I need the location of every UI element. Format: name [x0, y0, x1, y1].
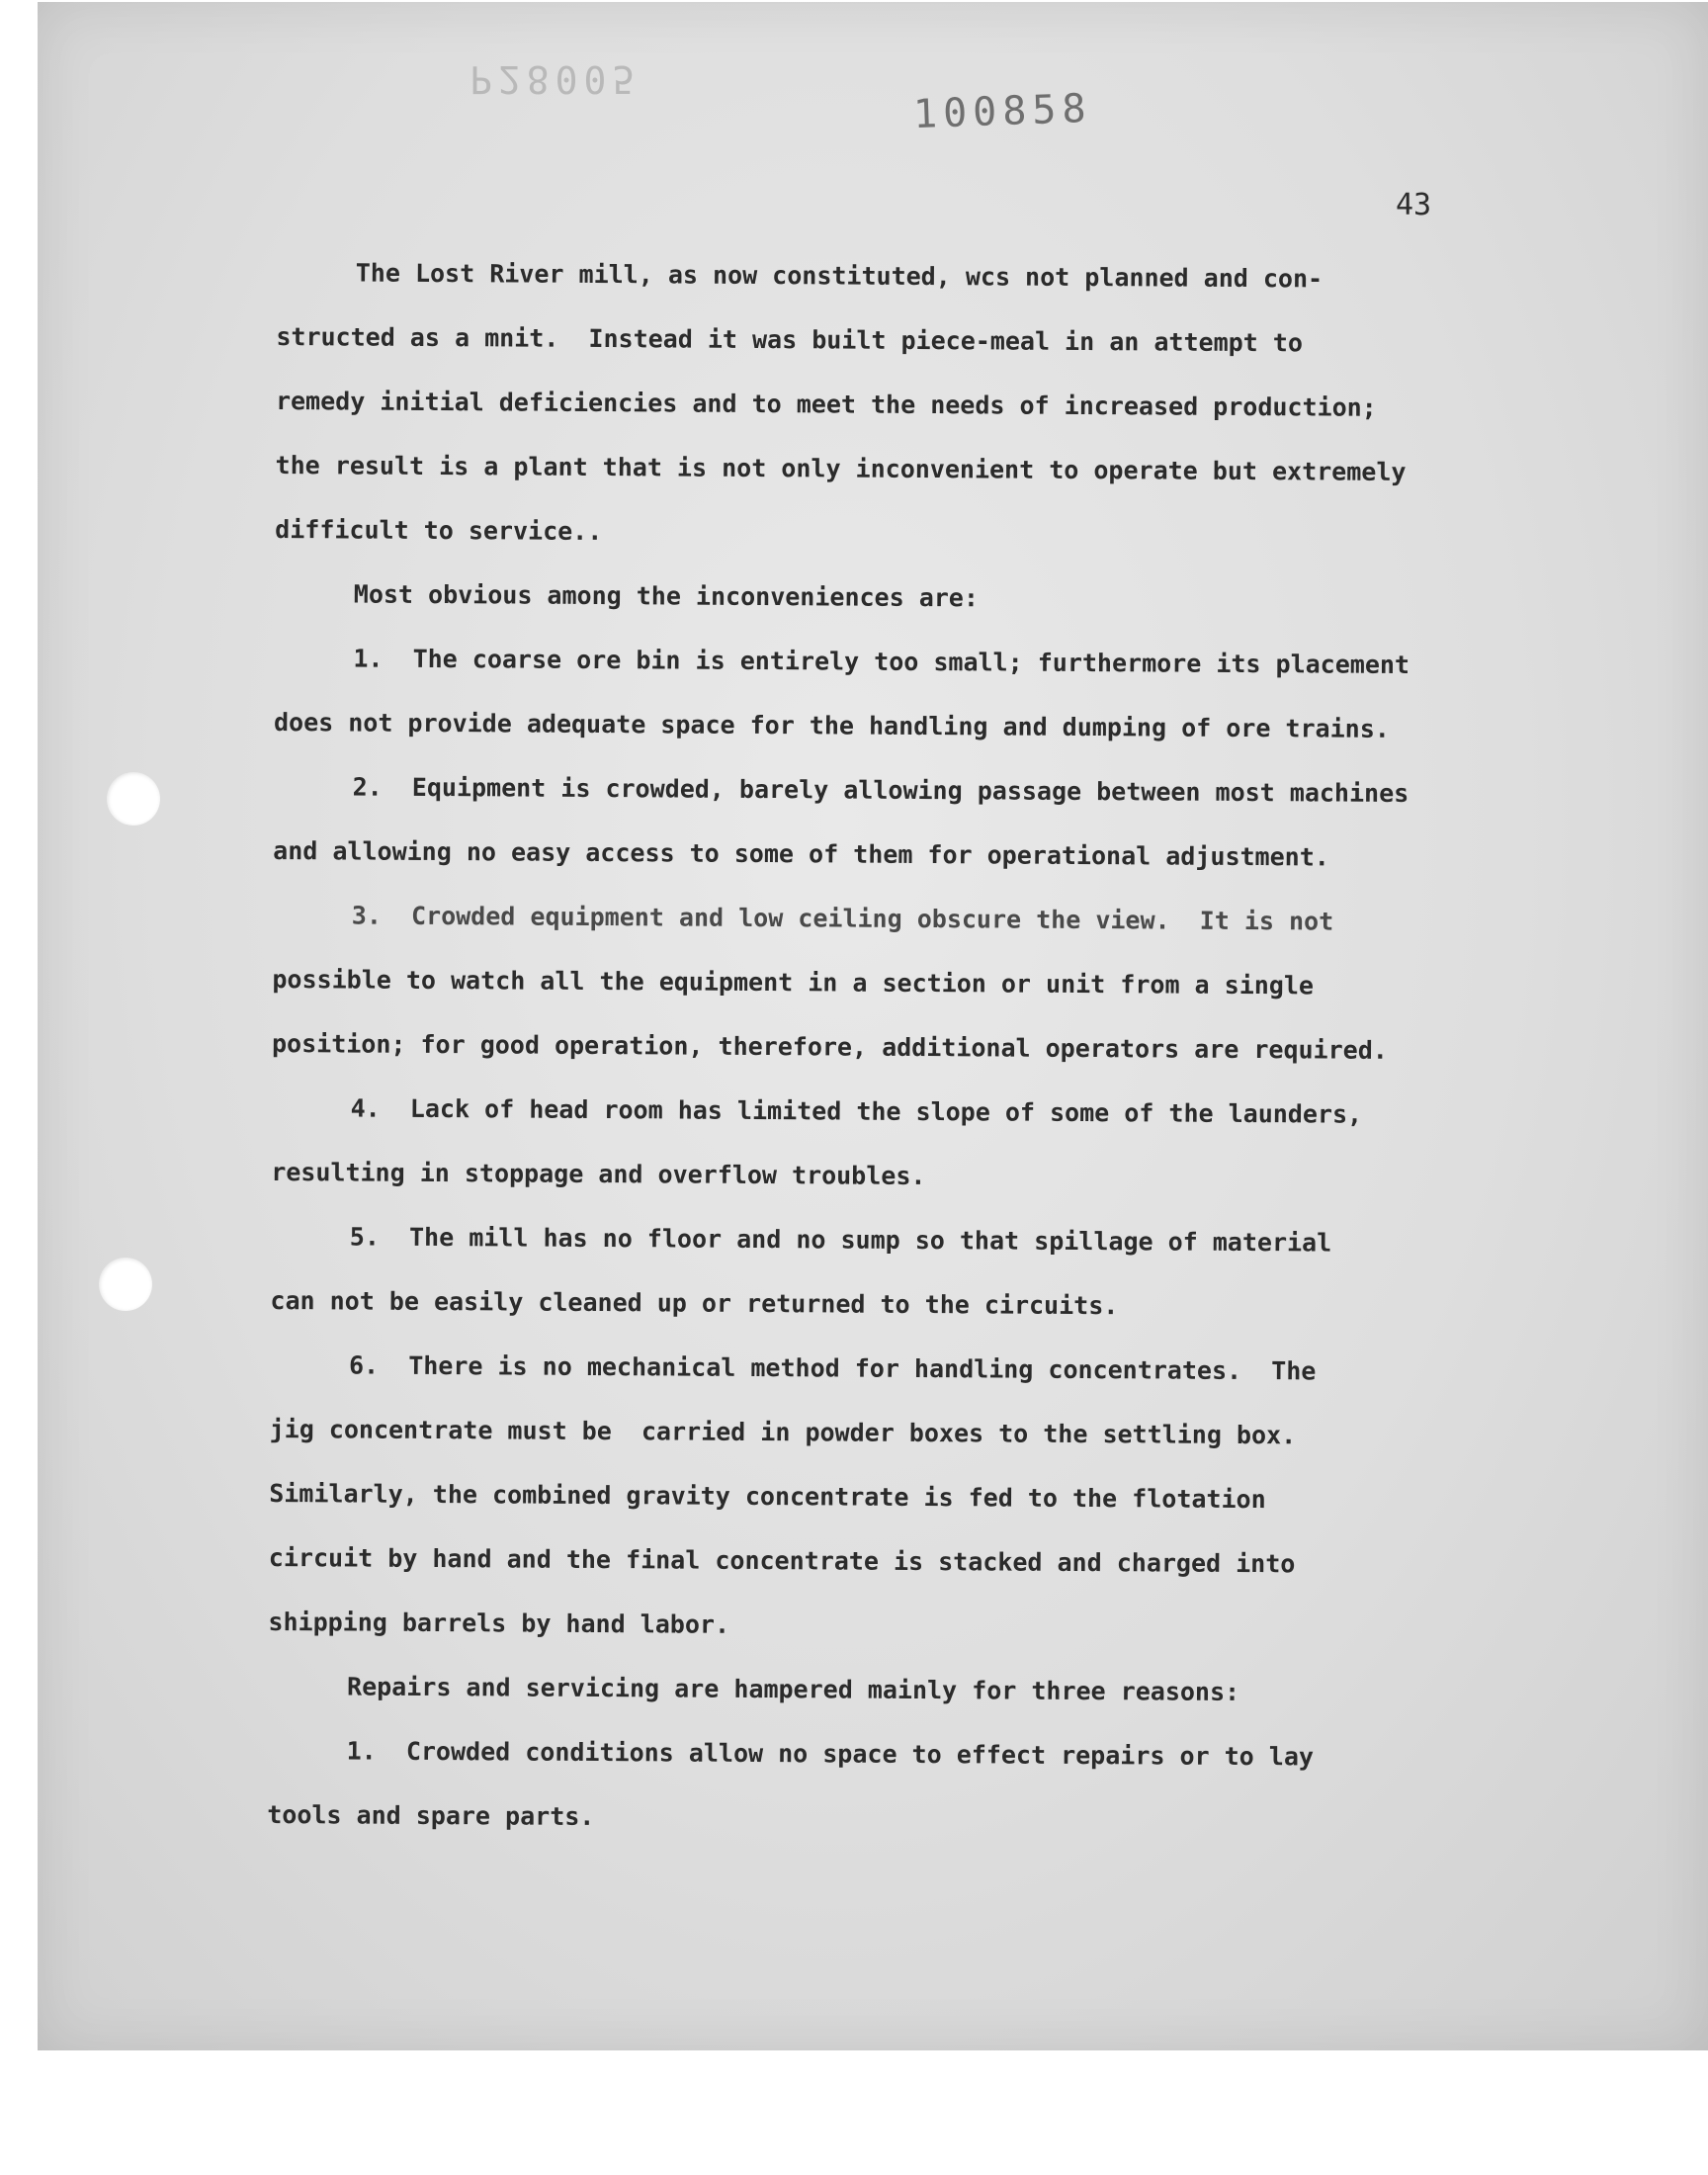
inconvenience-item-5-line: can not be easily cleaned up or returned to the circuits. — [270, 1285, 1119, 1321]
inconvenience-item-3-line: 3. Crowded equipment and low ceiling obscure the view. It is not — [351, 901, 1334, 936]
inconvenience-item-6-line: 6. There is no mechanical method for handling concentrates. The — [348, 1350, 1317, 1386]
inconvenience-item-6-line: shipping barrels by hand labor. — [268, 1607, 730, 1639]
inconvenience-item-6-line: circuit by hand and the final concentrate is stacked and charged into — [268, 1542, 1296, 1579]
inconvenience-item-6-line: jig concentrate must be carried in powder boxes to the settling box. — [269, 1414, 1297, 1450]
inconvenience-item-2-line: 2. Equipment is crowded, barely allowing passage between most machines — [352, 772, 1409, 809]
intro-line: The Lost River mill, as now constituted, wcs not planned and con- — [355, 258, 1324, 294]
inconvenience-item-3-line: possible to watch all the equipment in a section or unit from a single — [272, 964, 1315, 1000]
inconveniences-heading: Most obvious among the inconveniences are: — [353, 579, 980, 613]
inconvenience-item-4-line: resulting in stoppage and overflow troubles. — [271, 1157, 926, 1191]
typed-body — [267, 240, 1562, 1855]
inconvenience-item-1-line: does not provide adequate space for the handling and dumping of ore trains. — [273, 707, 1390, 743]
inconvenience-item-2-line: and allowing no easy access to some of them for operational adjustment. — [273, 835, 1329, 872]
intro-line: difficult to service.. — [275, 514, 603, 547]
page-number: 43 — [1396, 188, 1432, 222]
intro-line: the result is a plant that is not only inconvenient to operate but extremely — [275, 450, 1407, 486]
punch-hole-upper — [107, 772, 160, 826]
repair-reason-1-line: tools and spare parts. — [267, 1799, 595, 1831]
inconvenience-item-1-line: 1. The coarse ore bin is entirely too small; furthermore its placement — [353, 644, 1410, 680]
document-stamp-number: 100858 — [912, 85, 1093, 138]
faded-stamp-number: P28005 — [470, 57, 641, 101]
inconvenience-item-3-line: position; for good operation, therefore, additional operators are required. — [271, 1028, 1388, 1065]
repairs-heading: Repairs and servicing are hampered mainly for three reasons: — [346, 1672, 1240, 1706]
punch-hole-lower — [99, 1258, 152, 1311]
intro-line: structed as a mnit. Instead it was built piece-meal in an attempt to — [276, 321, 1304, 358]
inconvenience-item-4-line: 4. Lack of head room has limited the slope of some of the launders, — [350, 1093, 1363, 1129]
inconvenience-item-6-line: Similarly, the combined gravity concentrate is fed to the flotation — [269, 1478, 1266, 1515]
intro-line: remedy initial deficiencies and to meet the needs of increased production; — [275, 386, 1377, 422]
inconvenience-item-5-line: 5. The mill has no floor and no sump so that spillage of material — [349, 1222, 1332, 1258]
repair-reason-1-line: 1. Crowded conditions allow no space to effect repairs or to lay — [346, 1736, 1315, 1772]
